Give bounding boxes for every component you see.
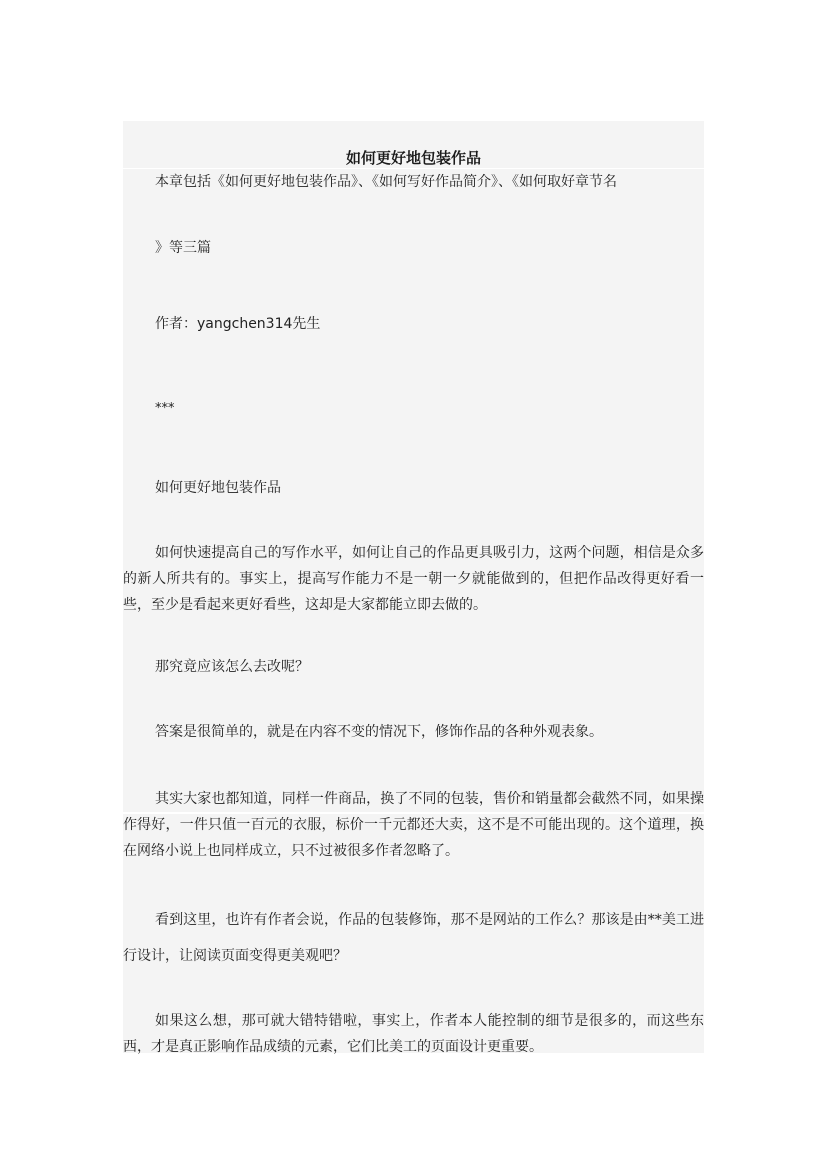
- document-title: 如何更好地包装作品: [345, 149, 481, 167]
- paragraph: 那究竟应该怎么去改呢？: [155, 659, 309, 675]
- paragraph: 答案是很简单的，就是在内容不变的情况下，修饰作品的各种外观表象。: [155, 724, 603, 740]
- author-prefix: 作者：: [155, 316, 197, 332]
- paragraph: 看到这里，也许有作者会说，作品的包装修饰，那不是网站的工作么？那该是由**美工进行设计，让阅读页面变得更美观吧？: [123, 912, 704, 964]
- section-title: 如何更好地包装作品: [155, 480, 281, 496]
- author-line: [155, 314, 320, 335]
- author-name: yangchen314: [197, 316, 293, 332]
- author-suffix: 先生: [292, 316, 321, 332]
- intro-line: 本章包括《如何更好地包装作品》、《如何写好作品简介》、《如何取好章节名: [155, 174, 617, 190]
- paragraph: 如何快速提高自己的写作水平，如何让自己的作品更具吸引力，这两个问题，相信是众多的新人所共有的。事实上，提高写作能力不是一朝一夕就能做到的，但把作品改得更好看一些，至少是看起来更好看些，这却是大家都能立即去做的。: [123, 545, 704, 613]
- section-separator: ***: [155, 401, 175, 416]
- title-divider: [123, 168, 704, 169]
- intro-line-continued: 》等三篇: [155, 240, 211, 256]
- paragraph: 如果这么想，那可就大错特错啦，事实上，作者本人能控制的细节是很多的，而这些东西，才是真正影响作品成绩的元素，它们比美工的页面设计更重要。: [123, 1013, 704, 1055]
- paragraph: 其实大家也都知道，同样一件商品，换了不同的包装，售价和销量都会截然不同，如果操作得好，一件只值一百元的衣服，标价一千元都还大卖，这不是不可能出现的。这个道理，换在网络小说上也同样成立，只不过被很多作者忽略了。: [123, 791, 704, 859]
